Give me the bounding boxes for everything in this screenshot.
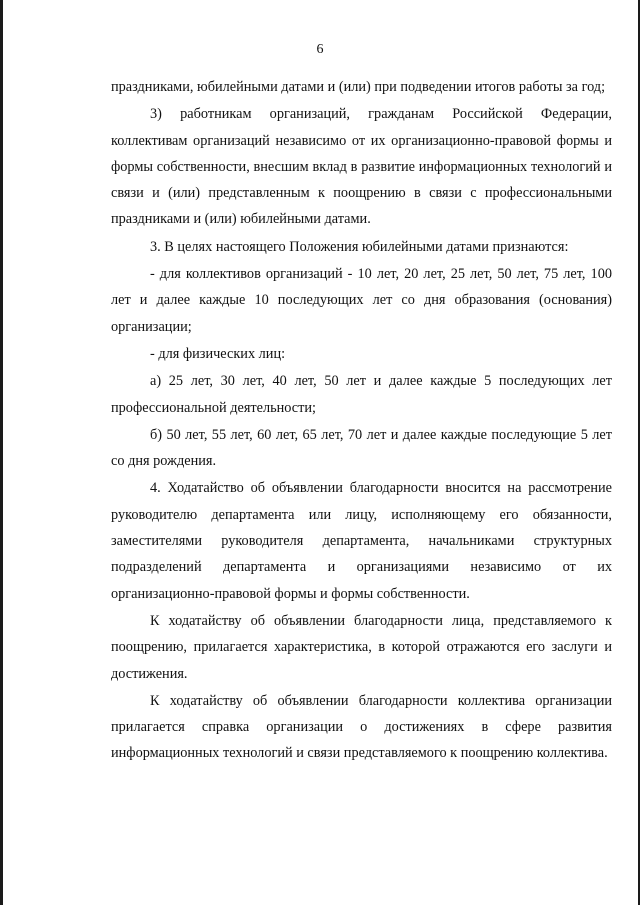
paragraph-section-3-intro: 3. В целях настоящего Положения юбилейными датами признаются: [150, 238, 569, 255]
paragraph-section-4: 4. Ходатайство об объявлении благодарности вносится на рассмотрение руководителю департамента или лицу, исполняющему его обязанности, заместителями руководителя департамента, начальниками структурных подразделений департамента и организациями независимо от их организационно-правовой формы и формы собственности. [111, 480, 612, 602]
paragraph-item-3: 3) работникам организаций, гражданам Российской Федерации, коллективам организаций независимо от их организационно-правовой формы и формы собственности, внесшим вклад в развитие информационных технологий и связи и (или) представленным к поощрению в связи с профессиональными праздниками и (или) юбилейными датами. [111, 106, 612, 228]
paragraph-person-petition: К ходатайству об объявлении благодарности лица, представляемого к поощрению, прилагается характеристика, в которой отражаются его заслуги и достижения. [111, 612, 612, 682]
scan-edge-left [0, 0, 3, 905]
paragraph-individuals-b: б) 50 лет, 55 лет, 60 лет, 65 лет, 70 лет и далее каждые последующие 5 лет со дня рождения. [111, 426, 612, 470]
paragraph-collective-petition: К ходатайству об объявлении благодарности коллектива организации прилагается справка организации о достижениях в сфере развития информационных технологий и связи представляемого к поощрению коллектива. [111, 692, 612, 762]
paragraph-continuation: праздниками, юбилейными датами и (или) при подведении итогов работы за год; [111, 79, 606, 95]
paragraph-collectives-dates: - для коллективов организаций - 10 лет, 20 лет, 25 лет, 50 лет, 75 лет, 100 лет и далее каждые 10 последующих лет со дня образования (основания) организации; [111, 266, 612, 335]
page-number: 6 [316, 42, 324, 57]
document-body [111, 74, 612, 767]
paragraph-individuals-a: а) 25 лет, 30 лет, 40 лет, 50 лет и далее каждые 5 последующих лет профессиональной деятельности; [111, 373, 612, 416]
paragraph-individuals-intro: - для физических лиц: [150, 345, 286, 362]
